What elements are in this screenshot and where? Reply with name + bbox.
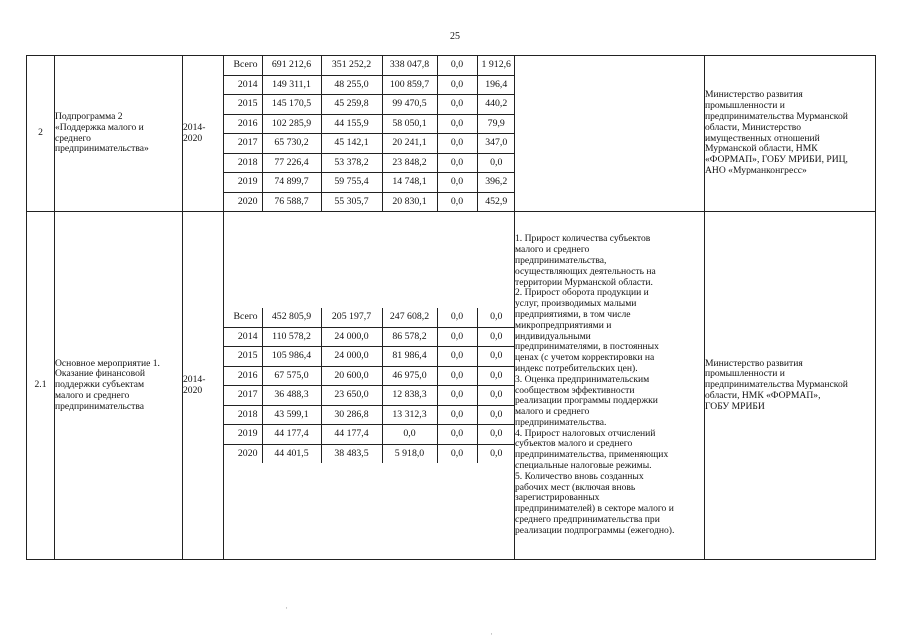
finance-year: 2018 (224, 153, 262, 173)
finance-row (224, 366, 515, 386)
finance-value: 44 177,4 (262, 425, 321, 445)
finance-year: Всего (224, 308, 262, 327)
finance-value: 76 588,7 (262, 192, 321, 211)
finance-value: 0,0 (437, 173, 477, 193)
finance-row (224, 153, 515, 173)
finance-value: 0,0 (437, 444, 477, 463)
finance-value: 23 848,2 (382, 153, 437, 173)
finance-value: 100 859,7 (382, 75, 437, 95)
finance-value: 0,0 (437, 327, 477, 347)
row-number: 2 (27, 56, 55, 212)
finance-year: 2020 (224, 192, 262, 211)
finance-row (224, 425, 515, 445)
finance-value: 55 305,7 (321, 192, 382, 211)
finance-value: 0,0 (477, 405, 515, 425)
finance-year: 2017 (224, 386, 262, 406)
finance-value: 53 378,2 (321, 153, 382, 173)
finance-value: 30 286,8 (321, 405, 382, 425)
finance-value: 0,0 (490, 447, 503, 459)
finance-value: 0,0 (477, 308, 515, 327)
finance-value: 20 241,1 (382, 134, 437, 154)
finance-row (224, 134, 515, 154)
finance-value: 12 838,3 (382, 386, 437, 406)
finance-value: 440,2 (477, 95, 515, 115)
finance-year: 2016 (224, 366, 262, 386)
finance-row (224, 114, 515, 134)
finance-value: 0,0 (437, 75, 477, 95)
executors: Министерство развития промышленности и предпринимательства Мурманской области, НМК «ФОРМАП», ГОБУ МРИБИ (705, 212, 876, 560)
finance-row (224, 347, 515, 367)
measure-name: Подпрограмма 2 «Поддержка малого и среднего предпринимательства» (55, 56, 183, 212)
finance-value: 145 170,5 (262, 95, 321, 115)
finance-value: 99 470,5 (382, 95, 437, 115)
finance-row (224, 192, 515, 211)
finance-value: 43 599,1 (262, 405, 321, 425)
finance-value: 0,0 (437, 114, 477, 134)
finance-value: 79,9 (477, 114, 515, 134)
finance-cell (224, 56, 515, 212)
finance-value: 347,0 (477, 134, 515, 154)
finance-table (224, 308, 515, 463)
period: 2014- 2020 (183, 212, 224, 560)
finance-value: 0,0 (437, 308, 477, 327)
finance-value: 86 578,2 (382, 327, 437, 347)
finance-year: 2016 (224, 114, 262, 134)
finance-value: 38 483,5 (321, 444, 382, 463)
finance-year: 2019 (224, 173, 262, 193)
finance-value: 0,0 (437, 386, 477, 406)
finance-year: 2014 (224, 75, 262, 95)
finance-value: 44 177,4 (321, 425, 382, 445)
finance-value: 149 311,1 (262, 75, 321, 95)
finance-value: 0,0 (477, 366, 515, 386)
finance-value: 205 197,7 (321, 308, 382, 327)
finance-table (224, 56, 515, 211)
finance-row (224, 444, 515, 463)
finance-value: 77 226,4 (262, 153, 321, 173)
finance-value: 1 912,6 (477, 56, 515, 75)
finance-value: 20 600,0 (321, 366, 382, 386)
finance-value: 65 730,2 (262, 134, 321, 154)
finance-row (224, 386, 515, 406)
finance-value: 23 650,0 (321, 386, 382, 406)
finance-value: 0,0 (477, 347, 515, 367)
finance-value: 196,4 (477, 75, 515, 95)
finance-value: 0,0 (437, 153, 477, 173)
executors: Министерство развития промышленности и предпринимательства Мурманской области, Министерство имущественных отношений Мурманской области, НМК «ФОРМАП», ГОБУ МРИБИ, РИЦ, АНО «Мурманконгресс» (705, 56, 876, 212)
finance-value: 20 830,1 (382, 192, 437, 211)
finance-value: 45 259,8 (321, 95, 382, 115)
finance-value: 44 401,5 (262, 444, 321, 463)
finance-value: 5 918,0 (382, 444, 437, 463)
finance-value: 59 755,4 (321, 173, 382, 193)
finance-value: 105 986,4 (262, 347, 321, 367)
finance-value: 396,2 (477, 173, 515, 193)
table-row (27, 56, 876, 212)
finance-value: 0,0 (437, 405, 477, 425)
scan-speck: · (285, 603, 288, 613)
program-table (26, 55, 876, 560)
finance-value: 14 748,1 (382, 173, 437, 193)
finance-value: 452 805,9 (262, 308, 321, 327)
finance-row (224, 327, 515, 347)
finance-year: 2017 (224, 134, 262, 154)
finance-year: 2015 (224, 347, 262, 367)
finance-value: 36 488,3 (262, 386, 321, 406)
finance-value: 0,0 (477, 386, 515, 406)
finance-value: 0,0 (477, 327, 515, 347)
finance-value: 24 000,0 (321, 327, 382, 347)
scan-speck: · (490, 629, 493, 639)
finance-value: 0,0 (437, 366, 477, 386)
finance-value: 0,0 (382, 425, 437, 445)
finance-year: 2020 (224, 444, 262, 463)
finance-value: 0,0 (437, 56, 477, 75)
finance-value: 247 608,2 (382, 308, 437, 327)
finance-value: 102 285,9 (262, 114, 321, 134)
finance-value: 0,0 (437, 134, 477, 154)
finance-year: 2015 (224, 95, 262, 115)
finance-value: 0,0 (437, 347, 477, 367)
finance-value: 0,0 (437, 425, 477, 445)
finance-cell (224, 212, 515, 560)
finance-row (224, 56, 515, 75)
finance-row (224, 173, 515, 193)
finance-row (224, 95, 515, 115)
finance-year: Всего (224, 56, 262, 75)
finance-value: 74 899,7 (262, 173, 321, 193)
indicators: 1. Прирост количества субъектов малого и среднего предпринимательства, осуществляющих деятельность на территории Мурманской области. 2. Прирост оборота продукции и услуг, производимых малыми предприятиями, в том числе микропредприятиями и индивидуальными предпринимателями, в постоянных ценах (с учетом корректировки на индекс потребительских цен). 3. Оценка предпринимательским сообществом эффективности реализации программы поддержки малого и среднего предпринимательства. 4. Прирост налоговых отчислений субъектов малого и среднего предпринимательства, применяющих специальные налоговые режимы. 5. Количество вновь созданных рабочих мест (включая вновь зарегистрированных предпринимателей) в секторе малого и среднего предпринимательства при реализации подпрограммы (ежегодно). (515, 212, 705, 560)
finance-year: 2019 (224, 425, 262, 445)
finance-value: 58 050,1 (382, 114, 437, 134)
finance-value: 44 155,9 (321, 114, 382, 134)
finance-row (224, 308, 515, 327)
finance-value: 338 047,8 (382, 56, 437, 75)
finance-value: 24 000,0 (321, 347, 382, 367)
finance-value: 452,9 (485, 195, 508, 207)
table-row (27, 212, 876, 560)
finance-value: 13 312,3 (382, 405, 437, 425)
finance-row (224, 75, 515, 95)
finance-year: 2014 (224, 327, 262, 347)
page-number: 25 (450, 31, 460, 42)
finance-value: 351 252,2 (321, 56, 382, 75)
finance-value: 691 212,6 (262, 56, 321, 75)
indicators (515, 56, 705, 212)
finance-value: 110 578,2 (262, 327, 321, 347)
finance-value: 0,0 (477, 425, 515, 445)
finance-value: 0,0 (437, 95, 477, 115)
finance-value: 81 986,4 (382, 347, 437, 367)
period: 2014- 2020 (183, 56, 224, 212)
finance-value: 0,0 (437, 192, 477, 211)
finance-value: 45 142,1 (321, 134, 382, 154)
finance-row (224, 405, 515, 425)
measure-name: Основное мероприятие 1. Оказание финансовой поддержки субъектам малого и среднего предпринимательства (55, 212, 183, 560)
finance-year: 2018 (224, 405, 262, 425)
row-number: 2.1 (27, 212, 55, 560)
finance-value: 67 575,0 (262, 366, 321, 386)
finance-value: 0,0 (477, 153, 515, 173)
finance-value: 48 255,0 (321, 75, 382, 95)
finance-value: 46 975,0 (382, 366, 437, 386)
